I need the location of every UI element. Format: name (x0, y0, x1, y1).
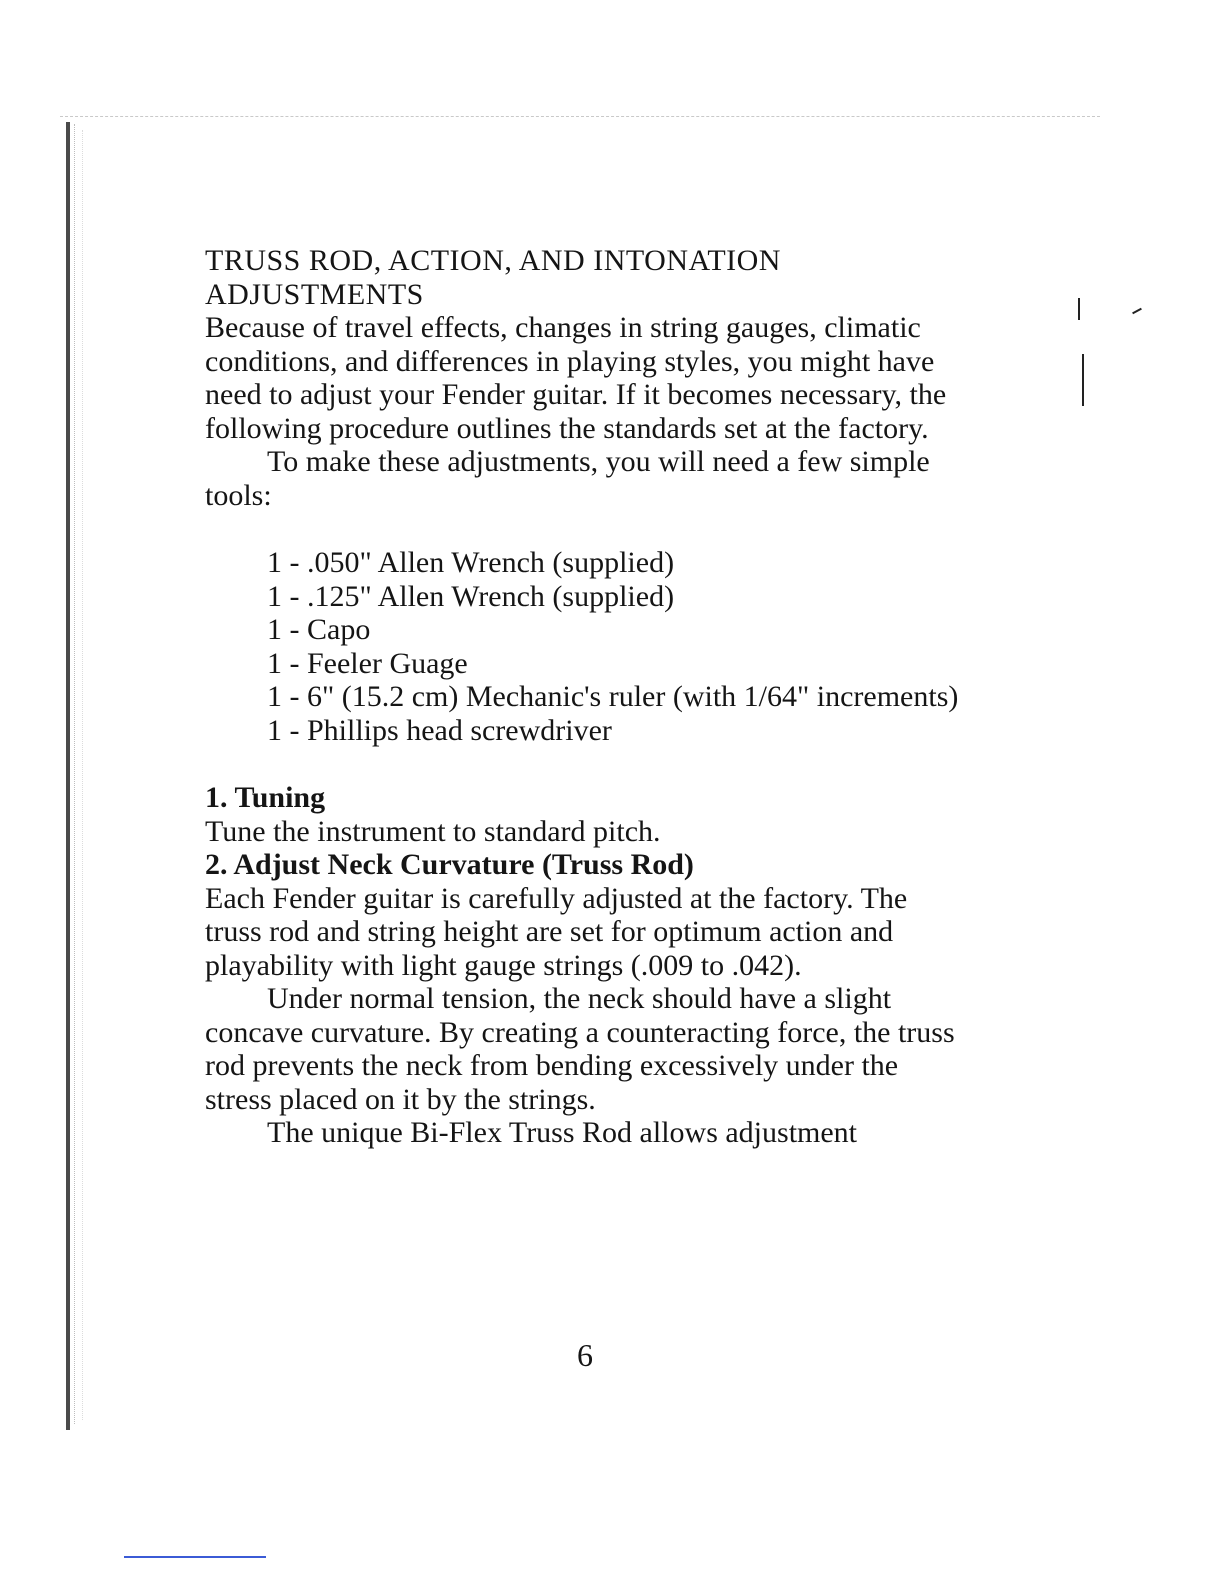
tool-item: 1 - 6" (15.2 cm) Mechanic's ruler (with 1/64" increments) (267, 680, 959, 713)
tool-item: 1 - Feeler Guage (267, 646, 468, 680)
tools-intro-paragraph: To make these adjustments, you will need a few simple tools: (205, 445, 930, 512)
scan-mark (1078, 298, 1080, 320)
bottom-rule (124, 1556, 266, 1558)
scan-edge-top (60, 116, 1100, 117)
section-2-paragraph-3: The unique Bi-Flex Truss Rod allows adjustment (267, 1116, 858, 1149)
scan-edge-left-shadow (74, 124, 75, 1424)
tool-item: 1 - Capo (267, 613, 371, 646)
section-2-heading: 2. Adjust Neck Curvature (Truss Rod) (205, 848, 694, 881)
tool-item: 1 - .125" Allen Wrench (supplied) (267, 579, 675, 613)
tool-item: 1 - Phillips head screwdriver (267, 713, 612, 747)
document-body (205, 244, 965, 1150)
tool-item: 1 - .050" Allen Wrench (supplied) (267, 546, 675, 579)
scan-edge-left (66, 122, 70, 1430)
document-title-line-2: ADJUSTMENTS (205, 277, 424, 311)
scan-mark (1082, 354, 1084, 406)
section-2-paragraph-2: Under normal tension, the neck should have a slight concave curvature. By creating a counteracting force, the truss rod prevents the neck from bending excessively under the stress placed on it by the strings. (205, 982, 955, 1116)
page-number: 6 (577, 1337, 593, 1373)
tools-list (267, 546, 965, 747)
section-2-paragraph-1: Each Fender guitar is carefully adjusted at the factory. The truss rod and string height are set for optimum action and playability with light gauge strings (.009 to .042). (205, 881, 908, 982)
scan-edge-left-shadow-2 (82, 130, 83, 1420)
section-1-text: Tune the instrument to standard pitch. (205, 814, 661, 848)
document-title-line-1: TRUSS ROD, ACTION, AND INTONATION (205, 244, 781, 277)
section-1-heading: 1. Tuning (205, 781, 326, 814)
scan-mark (1132, 308, 1142, 314)
intro-paragraph: Because of travel effects, changes in string gauges, climatic conditions, and differences in playing styles, you might have need to adjust your Fender guitar. If it becomes necessary, the following procedure outlines the standards set at the factory. (205, 311, 947, 445)
